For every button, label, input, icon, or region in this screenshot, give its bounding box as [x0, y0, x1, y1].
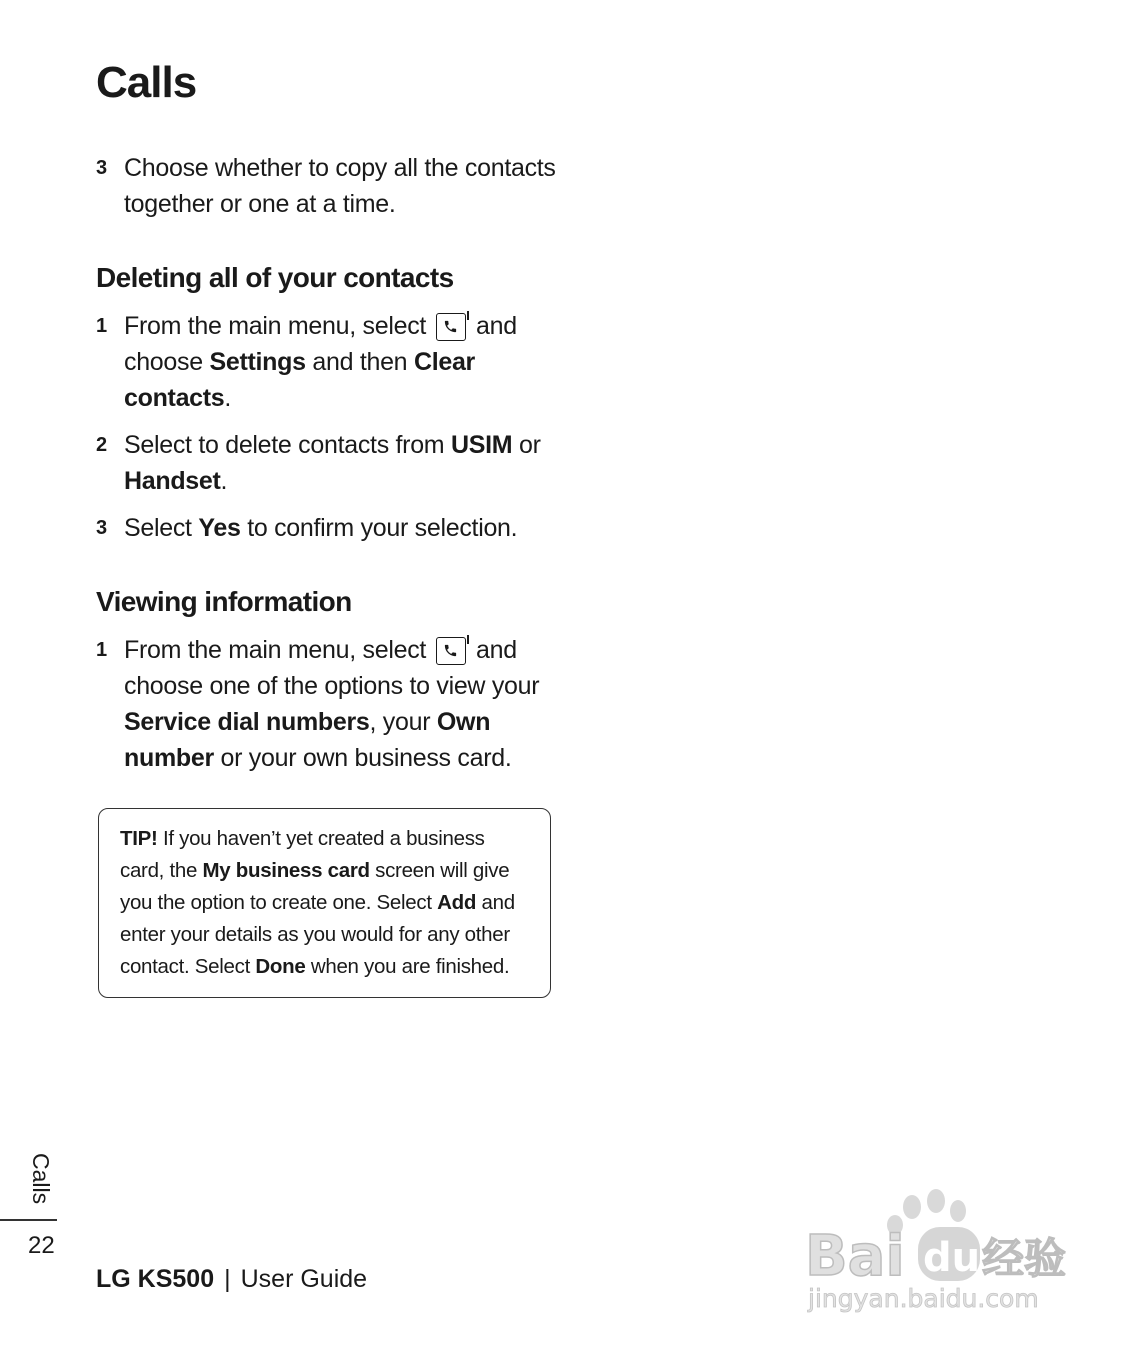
tip-box: TIP! If you haven’t yet created a business card, the My business card screen will give you the option to create one. Select Add and enter your details as you would for any other contact. Select Done when you are finished. [98, 808, 551, 998]
deleting-contacts-heading: Deleting all of your contacts [96, 262, 454, 293]
step-number: 3 [96, 517, 107, 539]
svg-text:经验: 经验 [982, 1234, 1067, 1283]
tip-label: TIP! [120, 827, 158, 850]
step-text: From the main menu, select and choose one of the options to view your Service dial numbers, your Own number or your own business card. [124, 636, 540, 772]
phone-icon [436, 637, 466, 665]
footer [96, 1265, 367, 1294]
svg-text:du: du [923, 1235, 981, 1281]
step-text: Select to delete contacts from USIM or Handset. [124, 431, 541, 495]
page-title: Calls [96, 58, 197, 107]
step-number: 1 [96, 315, 107, 337]
deleting-step-1 [96, 308, 566, 416]
baidu-watermark-logo [800, 1185, 1070, 1325]
deleting-step-3 [96, 510, 566, 546]
step-text: Select Yes to confirm your selection. [124, 514, 518, 542]
deleting-step-2 [96, 427, 566, 499]
page-content [96, 150, 566, 998]
page-number: 22 [28, 1232, 55, 1259]
footer-model: LG KS500 [96, 1265, 215, 1293]
side-divider [0, 1219, 57, 1221]
step-number: 1 [96, 639, 107, 661]
step-number: 2 [96, 434, 107, 456]
step-text: From the main menu, select and choose Settings and then Clear contacts. [124, 312, 517, 412]
viewing-step-1 [96, 632, 566, 776]
viewing-information-heading: Viewing information [96, 586, 352, 617]
step-number: 3 [96, 157, 107, 179]
svg-text:jingyan.baidu.com: jingyan.baidu.com [808, 1284, 1039, 1313]
svg-text:Bai: Bai [805, 1224, 905, 1289]
side-section-tab: Calls [28, 1153, 54, 1205]
phone-icon [436, 313, 466, 341]
step-text: Choose whether to copy all the contacts together or one at a time. [124, 154, 556, 218]
footer-guide: User Guide [240, 1265, 368, 1293]
footer-separator: | [224, 1265, 231, 1293]
intro-step [96, 150, 566, 222]
